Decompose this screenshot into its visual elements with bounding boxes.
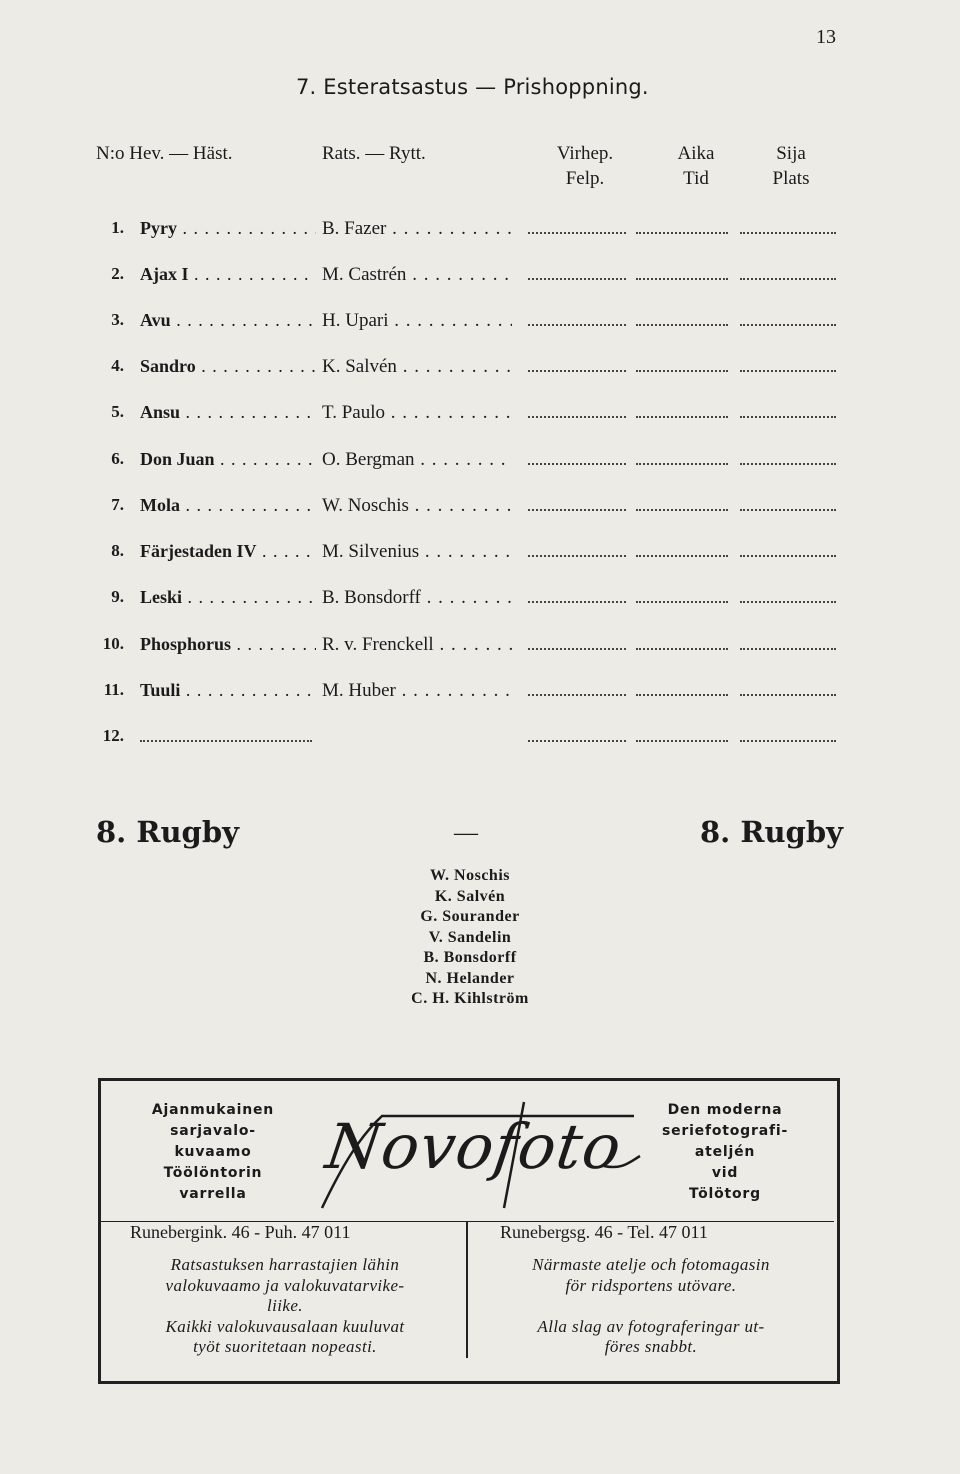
entry-rider: K. Salvén . . . <box>322 356 512 378</box>
entry-horse: Färjestaden IV . . . <box>140 541 316 562</box>
ad-left-label-line: Töölöntorin <box>163 1165 263 1181</box>
entry-horse: Avu . . . <box>140 310 316 331</box>
ad-left-label-line: varrella <box>179 1186 247 1202</box>
rugby-player: G. Sourander <box>420 908 520 925</box>
time-blank <box>636 370 728 372</box>
time-blank <box>636 324 728 326</box>
ad-right-text-line: föres snabbt. <box>604 1337 698 1356</box>
entry-rider: T. Paulo . . . <box>322 402 512 424</box>
entry-number: 11. <box>103 680 124 699</box>
ad-right-text-line: Alla slag av fotograferingar ut- <box>537 1316 765 1336</box>
ad-right-text-line: för ridsportens utövare. <box>565 1275 737 1295</box>
entry-row <box>0 680 960 706</box>
rugby-player: B. Bonsdorff <box>423 949 517 966</box>
entry-number: 8. <box>111 541 124 560</box>
entry-horse: Pyry . . . <box>140 218 316 239</box>
ad-left-address: Runebergink. 46 - Puh. 47 011 <box>130 1222 351 1242</box>
entry-rider: M. Castrén . . . <box>322 264 512 286</box>
header-faults-fi: Virhep. <box>556 143 614 164</box>
time-blank <box>636 601 728 603</box>
ad-right-text-spacer <box>480 1296 822 1317</box>
rugby-heading-left: 8. Rugby <box>96 815 239 849</box>
entry-row <box>0 634 960 660</box>
header-time-fi: Aika <box>677 143 715 164</box>
entry-rider: B. Fazer . . . <box>322 218 512 240</box>
ad-left-label-line: kuvaamo <box>174 1144 252 1160</box>
place-blank <box>740 324 836 326</box>
time-blank <box>636 232 728 234</box>
place-blank <box>740 370 836 372</box>
entry-row <box>0 402 960 428</box>
entry-rider: M. Huber . . . <box>322 680 512 702</box>
ad-left-label <box>118 1100 308 1205</box>
entry-rider: H. Upari . . . <box>322 310 512 332</box>
time-blank <box>636 694 728 696</box>
entry-horse: Tuuli . . . <box>140 680 316 701</box>
entry-horse: Don Juan . . . <box>140 449 316 470</box>
ad-right-label-line: Tölötorg <box>689 1186 761 1202</box>
ad-left-label-line: Ajanmukainen <box>151 1102 275 1118</box>
entry-number: 10. <box>102 634 124 653</box>
entry-rider: M. Silvenius . . . <box>322 541 512 563</box>
entry-horse: Mola . . . <box>140 495 316 516</box>
ad-left-label-line: sarjavalo- <box>170 1123 256 1139</box>
ad-left-text-line: Kaikki valokuvausalaan kuuluvat <box>165 1316 405 1336</box>
faults-blank <box>528 416 626 418</box>
place-blank <box>740 463 836 465</box>
faults-blank <box>528 278 626 280</box>
entry-number: 2. <box>111 264 124 283</box>
ad-right-label <box>640 1100 810 1205</box>
rugby-player-list <box>360 866 580 1010</box>
entry-row <box>0 264 960 290</box>
entry-row-empty <box>0 726 960 752</box>
header-faults-sv: Felp. <box>565 168 605 189</box>
rugby-heading-right: 8. Rugby <box>700 815 843 849</box>
ad-left-text-line: liike. <box>267 1296 303 1315</box>
ad-left-text-line: Ratsastuksen harrastajien lähin <box>170 1255 400 1274</box>
place-blank <box>740 555 836 557</box>
ad-left-text <box>112 1255 458 1358</box>
entry-horse: Phosphorus . . . <box>140 634 316 655</box>
rugby-player: K. Salvén <box>434 887 506 905</box>
time-blank <box>636 278 728 280</box>
faults-blank <box>528 324 626 326</box>
entry-number: 5. <box>111 402 124 421</box>
ad-right-text <box>480 1255 822 1358</box>
entry-number: 3. <box>111 310 124 329</box>
header-rider: Rats. — Rytt. <box>322 143 426 164</box>
place-blank <box>740 694 836 696</box>
time-blank <box>636 648 728 650</box>
ad-right-text-line: Närmaste atelje och fotomagasin <box>532 1255 770 1274</box>
faults-blank <box>528 694 626 696</box>
time-blank <box>636 740 728 742</box>
place-blank <box>740 740 836 742</box>
ad-divider-vertical <box>466 1222 468 1358</box>
rugby-player: W. Noschis <box>430 867 510 884</box>
ad-left-text-line: työt suoritetaan nopeasti. <box>193 1337 377 1356</box>
header-place-sv: Plats <box>772 168 810 189</box>
entry-horse: Leski . . . <box>140 587 316 608</box>
logo-text: Novofoto <box>321 1110 627 1183</box>
entry-rider: R. v. Frenckell . . . <box>322 634 512 656</box>
ad-right-label-line: ateljén <box>694 1144 756 1160</box>
faults-blank <box>528 509 626 511</box>
event-title: 7. Esteratsastus — Prishoppning. <box>296 75 649 99</box>
time-blank <box>636 416 728 418</box>
entry-number: 7. <box>111 495 124 514</box>
entry-rider: W. Noschis . . . <box>322 495 512 517</box>
place-blank <box>740 648 836 650</box>
entry-number: 1. <box>111 218 124 237</box>
time-blank <box>636 463 728 465</box>
rugby-player: V. Sandelin <box>428 928 512 946</box>
entry-number: 4. <box>111 356 124 375</box>
ad-right-label-line: seriefotografi- <box>661 1123 789 1139</box>
entry-row <box>0 356 960 382</box>
entry-row <box>0 541 960 567</box>
header-place-fi: Sija <box>776 143 806 164</box>
place-blank <box>740 232 836 234</box>
entry-number: 12. <box>102 726 124 745</box>
place-blank <box>740 601 836 603</box>
place-blank <box>740 278 836 280</box>
time-blank <box>636 509 728 511</box>
header-number-horse: N:o Hev. — Häst. <box>96 143 233 164</box>
entry-horse: Sandro . . . <box>140 356 316 377</box>
entry-horse: Ajax I . . . <box>140 264 316 285</box>
page-number: 13 <box>816 26 836 48</box>
entry-row <box>0 310 960 336</box>
entry-row <box>0 218 960 244</box>
entry-row <box>0 495 960 521</box>
rugby-dash: — <box>454 820 478 846</box>
faults-blank <box>528 648 626 650</box>
faults-blank <box>528 740 626 742</box>
place-blank <box>740 416 836 418</box>
faults-blank <box>528 463 626 465</box>
entry-number: 9. <box>111 587 124 606</box>
faults-blank <box>528 370 626 372</box>
faults-blank <box>528 232 626 234</box>
entry-rider: B. Bonsdorff . . . <box>322 587 512 609</box>
entry-row <box>0 587 960 613</box>
faults-blank <box>528 601 626 603</box>
entry-horse: Ansu . . . <box>140 402 316 423</box>
rugby-player: C. H. Kihlström <box>411 990 529 1007</box>
ad-right-label-line: vid <box>711 1165 739 1181</box>
faults-blank <box>528 555 626 557</box>
ad-left-text-line: valokuvaamo ja valokuvatarvike- <box>165 1275 405 1295</box>
entry-number: 6. <box>111 449 124 468</box>
entry-rider: O. Bergman . . . <box>322 449 512 471</box>
rugby-player: N. Helander <box>425 969 515 987</box>
entry-row <box>0 449 960 475</box>
time-blank <box>636 555 728 557</box>
novofoto-logo <box>304 1096 644 1214</box>
horse-blank <box>140 740 312 742</box>
header-time-sv: Tid <box>683 168 709 189</box>
ad-right-address: Runebergsg. 46 - Tel. 47 011 <box>500 1222 708 1242</box>
ad-right-label-line: Den moderna <box>667 1102 783 1118</box>
place-blank <box>740 509 836 511</box>
